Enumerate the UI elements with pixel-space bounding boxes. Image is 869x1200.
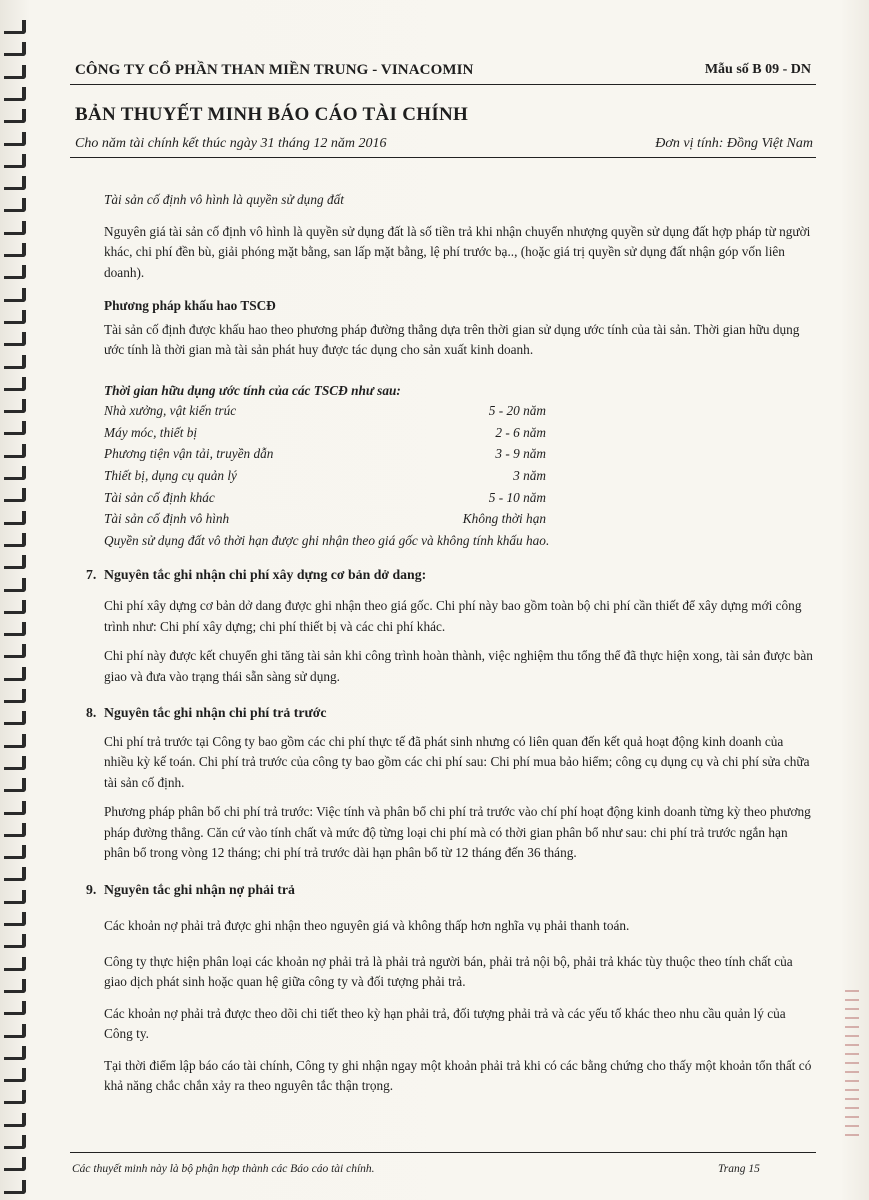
intangible-body: Nguyên giá tài sản cố định vô hình là quyền sử dụng đất là số tiền trả khi nhận chuyển nhượng quyền sử dụng đất hợp pháp từ người khác, chi phí đền bù, giải phóng mặt bằng, san lấp mặt bằng, lệ phí trước bạ.., (hoặc giá trị quyền sử dụng đất nhận góp vốn liên doanh). (104, 223, 811, 280)
binding-ring (4, 511, 26, 525)
binding-ring (4, 176, 26, 190)
asset-type: Nhà xưởng, vật kiến trúc (104, 403, 237, 418)
binding-ring (4, 198, 26, 212)
binding-ring (4, 845, 26, 859)
binding-ring (4, 600, 26, 614)
asset-type: Phương tiện vận tải, truyền dẫn (104, 446, 274, 462)
section-title: Nguyên tắc ghi nhận nợ phải trả (104, 881, 295, 897)
binding-ring (4, 466, 26, 480)
page-title: BẢN THUYẾT MINH BÁO CÁO TÀI CHÍNH (75, 104, 469, 125)
asset-type: Thiết bị, dụng cụ quản lý (104, 468, 237, 484)
table-row (104, 423, 546, 445)
section-8-heading (86, 703, 816, 724)
table-row (104, 444, 546, 466)
section-paragraph: Phương pháp phân bổ chi phí trả trước: Việc tính và phân bổ chi phí trả trước vào chí phí hoạt động kinh doanh từng kỳ theo phương pháp đường thẳng. Căn cứ vào tính chất và mức độ từng loại chi phí mà có thời gian phân bổ như sau: chi phí trả trước ngắn hạn phân bổ trong vòng 12 tháng; chi phí trả trước dài hạn phân bổ từ 12 tháng đến 36 tháng. (104, 804, 811, 861)
header-rule-top (70, 84, 816, 85)
binding-ring (4, 488, 26, 502)
useful-life-value: Không thời hạn (462, 511, 546, 527)
binding-ring (4, 756, 26, 770)
binding-ring (4, 310, 26, 324)
useful-life-table (104, 401, 546, 531)
binding-ring (4, 1046, 26, 1060)
section-paragraph: Công ty thực hiện phân loại các khoản nợ phải trả là phải trả người bán, phải trả nội bộ, phải trả khác tùy thuộc theo tính chất của giao dịch phát sinh hoặc quan hệ giữa công ty và đối tượng phải trả. (104, 953, 793, 990)
footer-rule (70, 1152, 816, 1153)
binding-ring (4, 711, 26, 725)
section-paragraph: Chi phí xây dựng cơ bản dở dang được ghi nhận theo giá gốc. Chi phí này bao gồm toàn bộ chi phí cần thiết để xây dựng mới công trình như: Chi phí xây dựng; chi phí thiết bị và các chi phí khác. (104, 598, 802, 634)
binding-ring (4, 109, 26, 123)
binding-ring (4, 243, 26, 257)
binding-ring (4, 87, 26, 101)
section-number: 8. (86, 705, 97, 721)
useful-life-note: Quyền sử dụng đất vô thời hạn được ghi nhận theo giá gốc và không tính khấu hao. (104, 533, 550, 549)
depreciation-body: Tài sản cố định được khấu hao theo phương pháp đường thẳng dựa trên thời gian sử dụng ước tính của tài sản. Thời gian hữu dụng ước tính là thời gian mà tài sản phát huy được tác dụng cho sản xuất kinh doanh. (104, 321, 800, 357)
binding-ring (4, 265, 26, 279)
section-7-heading (86, 565, 816, 586)
table-row (104, 466, 546, 488)
binding-ring (4, 979, 26, 993)
footer-note: Các thuyết minh này là bộ phận hợp thành các Báo cáo tài chính. (72, 1163, 375, 1175)
company-name: CÔNG TY CỔ PHẦN THAN MIỀN TRUNG - VINACOMIN (75, 62, 474, 78)
section-title: Nguyên tắc ghi nhận chi phí xây dựng cơ bản dở dang: (104, 566, 427, 582)
document-body (86, 190, 816, 1097)
section-paragraph: Chi phí này được kết chuyển ghi tăng tài sản khi công trình hoàn thành, việc nghiệm thu tổng thể đã thực hiện xong, tài sản được bàn giao và đưa vào trạng thái sẵn sàng sử dụng. (104, 648, 813, 684)
section-number: 7. (86, 566, 97, 582)
binding-ring (4, 1113, 26, 1127)
table-row (104, 488, 546, 510)
useful-life-heading: Thời gian hữu dụng ước tính của các TSCĐ như sau: (104, 382, 401, 398)
binding-ring (4, 578, 26, 592)
binding-ring (4, 132, 26, 146)
section-paragraph: Các khoản nợ phải trả được ghi nhận theo nguyên giá và không thấp hơn nghĩa vụ phải thanh toán. (104, 918, 630, 934)
binding-ring (4, 734, 26, 748)
binding-ring (4, 1180, 26, 1194)
binding-ring (4, 42, 26, 56)
binding-ring (4, 1024, 26, 1038)
useful-life-value: 3 - 9 năm (495, 446, 546, 462)
binding-ring (4, 355, 26, 369)
header-rule-bottom (70, 157, 816, 158)
section-paragraph: Các khoản nợ phải trả được theo dõi chi tiết theo kỳ hạn phải trả, đối tượng phải trả và các yếu tố khác theo nhu cầu quản lý của Công ty. (104, 1005, 786, 1042)
reporting-period: Cho năm tài chính kết thúc ngày 31 tháng 12 năm 2016 (75, 136, 387, 151)
section-title: Nguyên tắc ghi nhận chi phí trả trước (104, 705, 327, 721)
currency-unit: Đơn vị tính: Đồng Việt Nam (655, 136, 813, 151)
binding-ring (4, 778, 26, 792)
binding-ring (4, 533, 26, 547)
useful-life-value: 5 - 20 năm (488, 403, 546, 418)
binding-ring (4, 957, 26, 971)
handwritten-margin-marks (845, 990, 859, 1140)
useful-life-value: 3 năm (513, 468, 546, 484)
binding-ring (4, 1157, 26, 1171)
binding-ring (4, 65, 26, 79)
binding-ring (4, 1135, 26, 1149)
section-9-heading (86, 880, 816, 901)
section-paragraph: Tại thời điểm lập báo cáo tài chính, Công ty ghi nhận ngay một khoản phải trả khi có các bằng chứng cho thấy một khoản tổn thất có khả năng chắc chắn xảy ra theo nguyên tắc thận trọng. (104, 1057, 812, 1094)
binding-ring (4, 1068, 26, 1082)
binding-ring (4, 934, 26, 948)
binding-ring (4, 1090, 26, 1104)
binding-ring (4, 154, 26, 168)
binding-ring (4, 867, 26, 881)
binding-ring (4, 823, 26, 837)
binding-ring (4, 444, 26, 458)
table-row (104, 509, 546, 531)
useful-life-value: 5 - 10 năm (488, 489, 546, 505)
binding-ring (4, 399, 26, 413)
binding-ring (4, 288, 26, 302)
intangible-heading: Tài sản cố định vô hình là quyền sử dụng đất (104, 192, 344, 207)
binding-ring (4, 20, 26, 34)
binding-ring (4, 555, 26, 569)
binding-ring (4, 332, 26, 346)
page-number: Trang 15 (718, 1163, 760, 1175)
binding-ring (4, 1001, 26, 1015)
binding-ring (4, 644, 26, 658)
binding-ring (4, 622, 26, 636)
form-number: Mẫu số B 09 - DN (704, 62, 811, 77)
useful-life-value: 2 - 6 năm (495, 424, 546, 440)
table-row (104, 401, 546, 423)
binding-ring (4, 667, 26, 681)
asset-type: Tài sản cố định khác (104, 489, 215, 505)
binding-ring (4, 221, 26, 235)
asset-type: Tài sản cố định vô hình (104, 511, 230, 527)
binding-ring (4, 912, 26, 926)
depreciation-heading: Phương pháp khấu hao TSCĐ (104, 298, 276, 313)
section-paragraph: Chi phí trả trước tại Công ty bao gồm các chi phí thực tế đã phát sinh nhưng có liên quan đến kết quả hoạt động kinh doanh của nhiều kỳ kế toán. Chi phí trả trước của công ty bao gồm các chi phí sau: Chi phí mua bảo hiểm; công cụ dụng cụ và chi phí sửa chữa tài sản cố định. (104, 733, 810, 790)
binding-ring (4, 801, 26, 815)
spiral-binding (0, 20, 30, 1190)
binding-ring (4, 421, 26, 435)
asset-type: Máy móc, thiết bị (104, 424, 198, 440)
binding-ring (4, 689, 26, 703)
section-number: 9. (86, 881, 97, 897)
binding-ring (4, 890, 26, 904)
binding-ring (4, 377, 26, 391)
